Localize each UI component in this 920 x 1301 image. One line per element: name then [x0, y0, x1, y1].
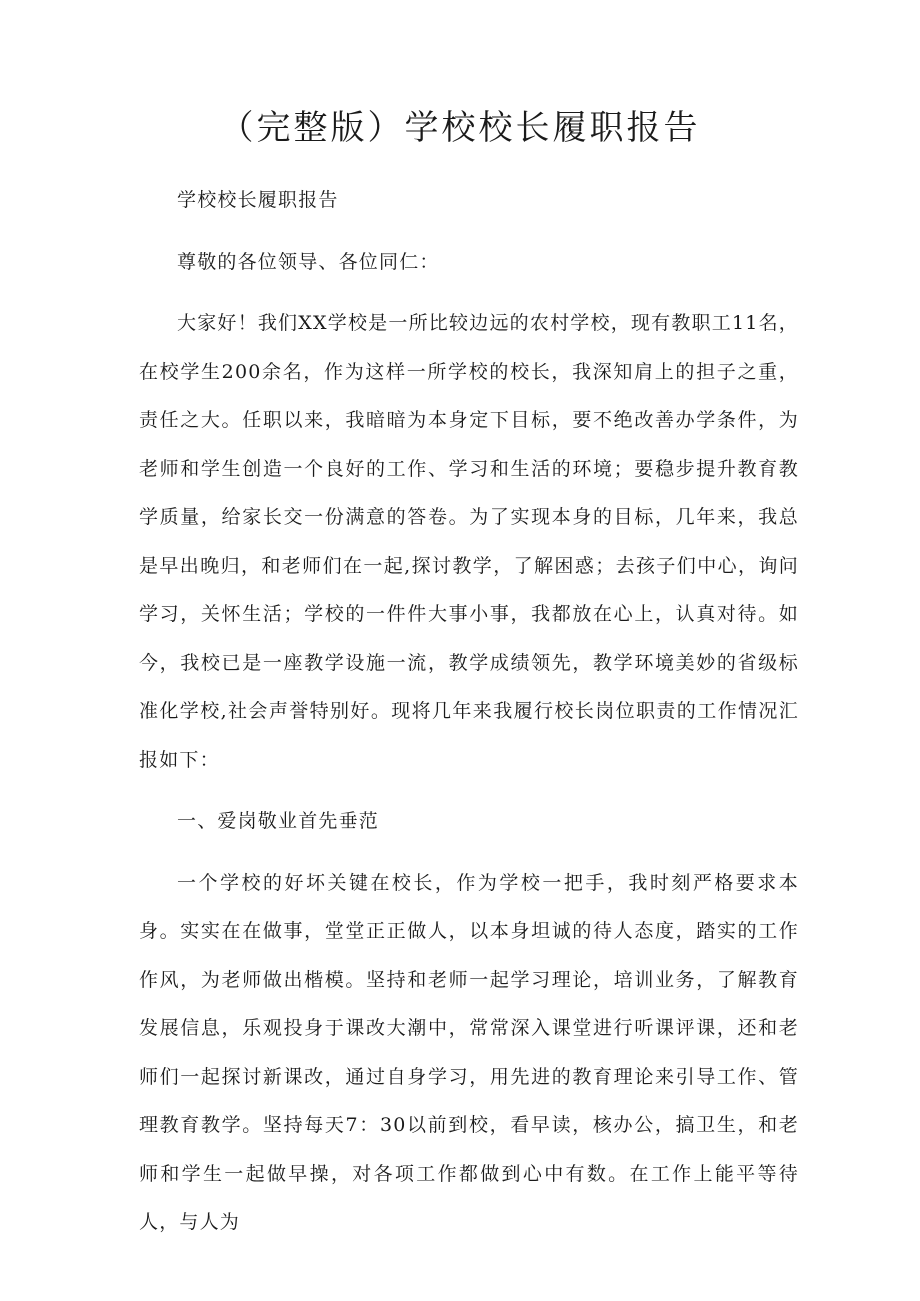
paragraph-section-one: 一个学校的好坏关键在校长，作为学校一把手，我时刻严格要求本身。实实在在做事，堂堂正正做人，以本身坦诚的待人态度，踏实的工作作风，为老师做出楷模。坚持和老师一起学习理论，培训业务，了解教育发展信息，乐观投身于课改大潮中，常常深入课堂进行听课评课，还和老师们一起探讨新课改，通过自身学习，用先进的教育理论来引导工作、管理教育教学。坚持每天7：30以前到校，看早读，核办公，搞卫生，和老师和学生一起做早操，对各项工作都做到心中有数。在工作上能平等待人，与人为: [139, 871, 799, 1233]
document-body: [139, 176, 799, 1247]
document-subtitle: 学校校长履职报告: [177, 189, 339, 211]
salutation: 尊敬的各位领导、各位同仁：: [177, 250, 440, 273]
paragraph-intro: 大家好！我们XX学校是一所比较边远的农村学校，现有教职工11名，在校学生200余名，作为这样一所学校的校长，我深知肩上的担子之重，责任之大。任职以来，我暗暗为本身定下目标，要不绝改善办学条件，为老师和学生创造一个良好的工作、学习和生活的环境；要稳步提升教育教学质量，给家长交一份满意的答卷。为了实现本身的目标，几年来，我总是早出晚归，和老师们在一起,探讨教学，了解困惑；去孩子们中心，询问学习，关怀生活；学校的一件件大事小事，我都放在心上，认真对待。如今，我校已是一座教学设施一流，教学成绩领先，教学环境美妙的省级标准化学校,社会声誉特别好。现将几年来我履行校长岗位职责的工作情况汇报如下：: [139, 312, 799, 771]
section-heading: 一、爱岗敬业首先垂范: [177, 810, 380, 832]
document-title: （完整版）学校校长履职报告: [219, 108, 701, 148]
